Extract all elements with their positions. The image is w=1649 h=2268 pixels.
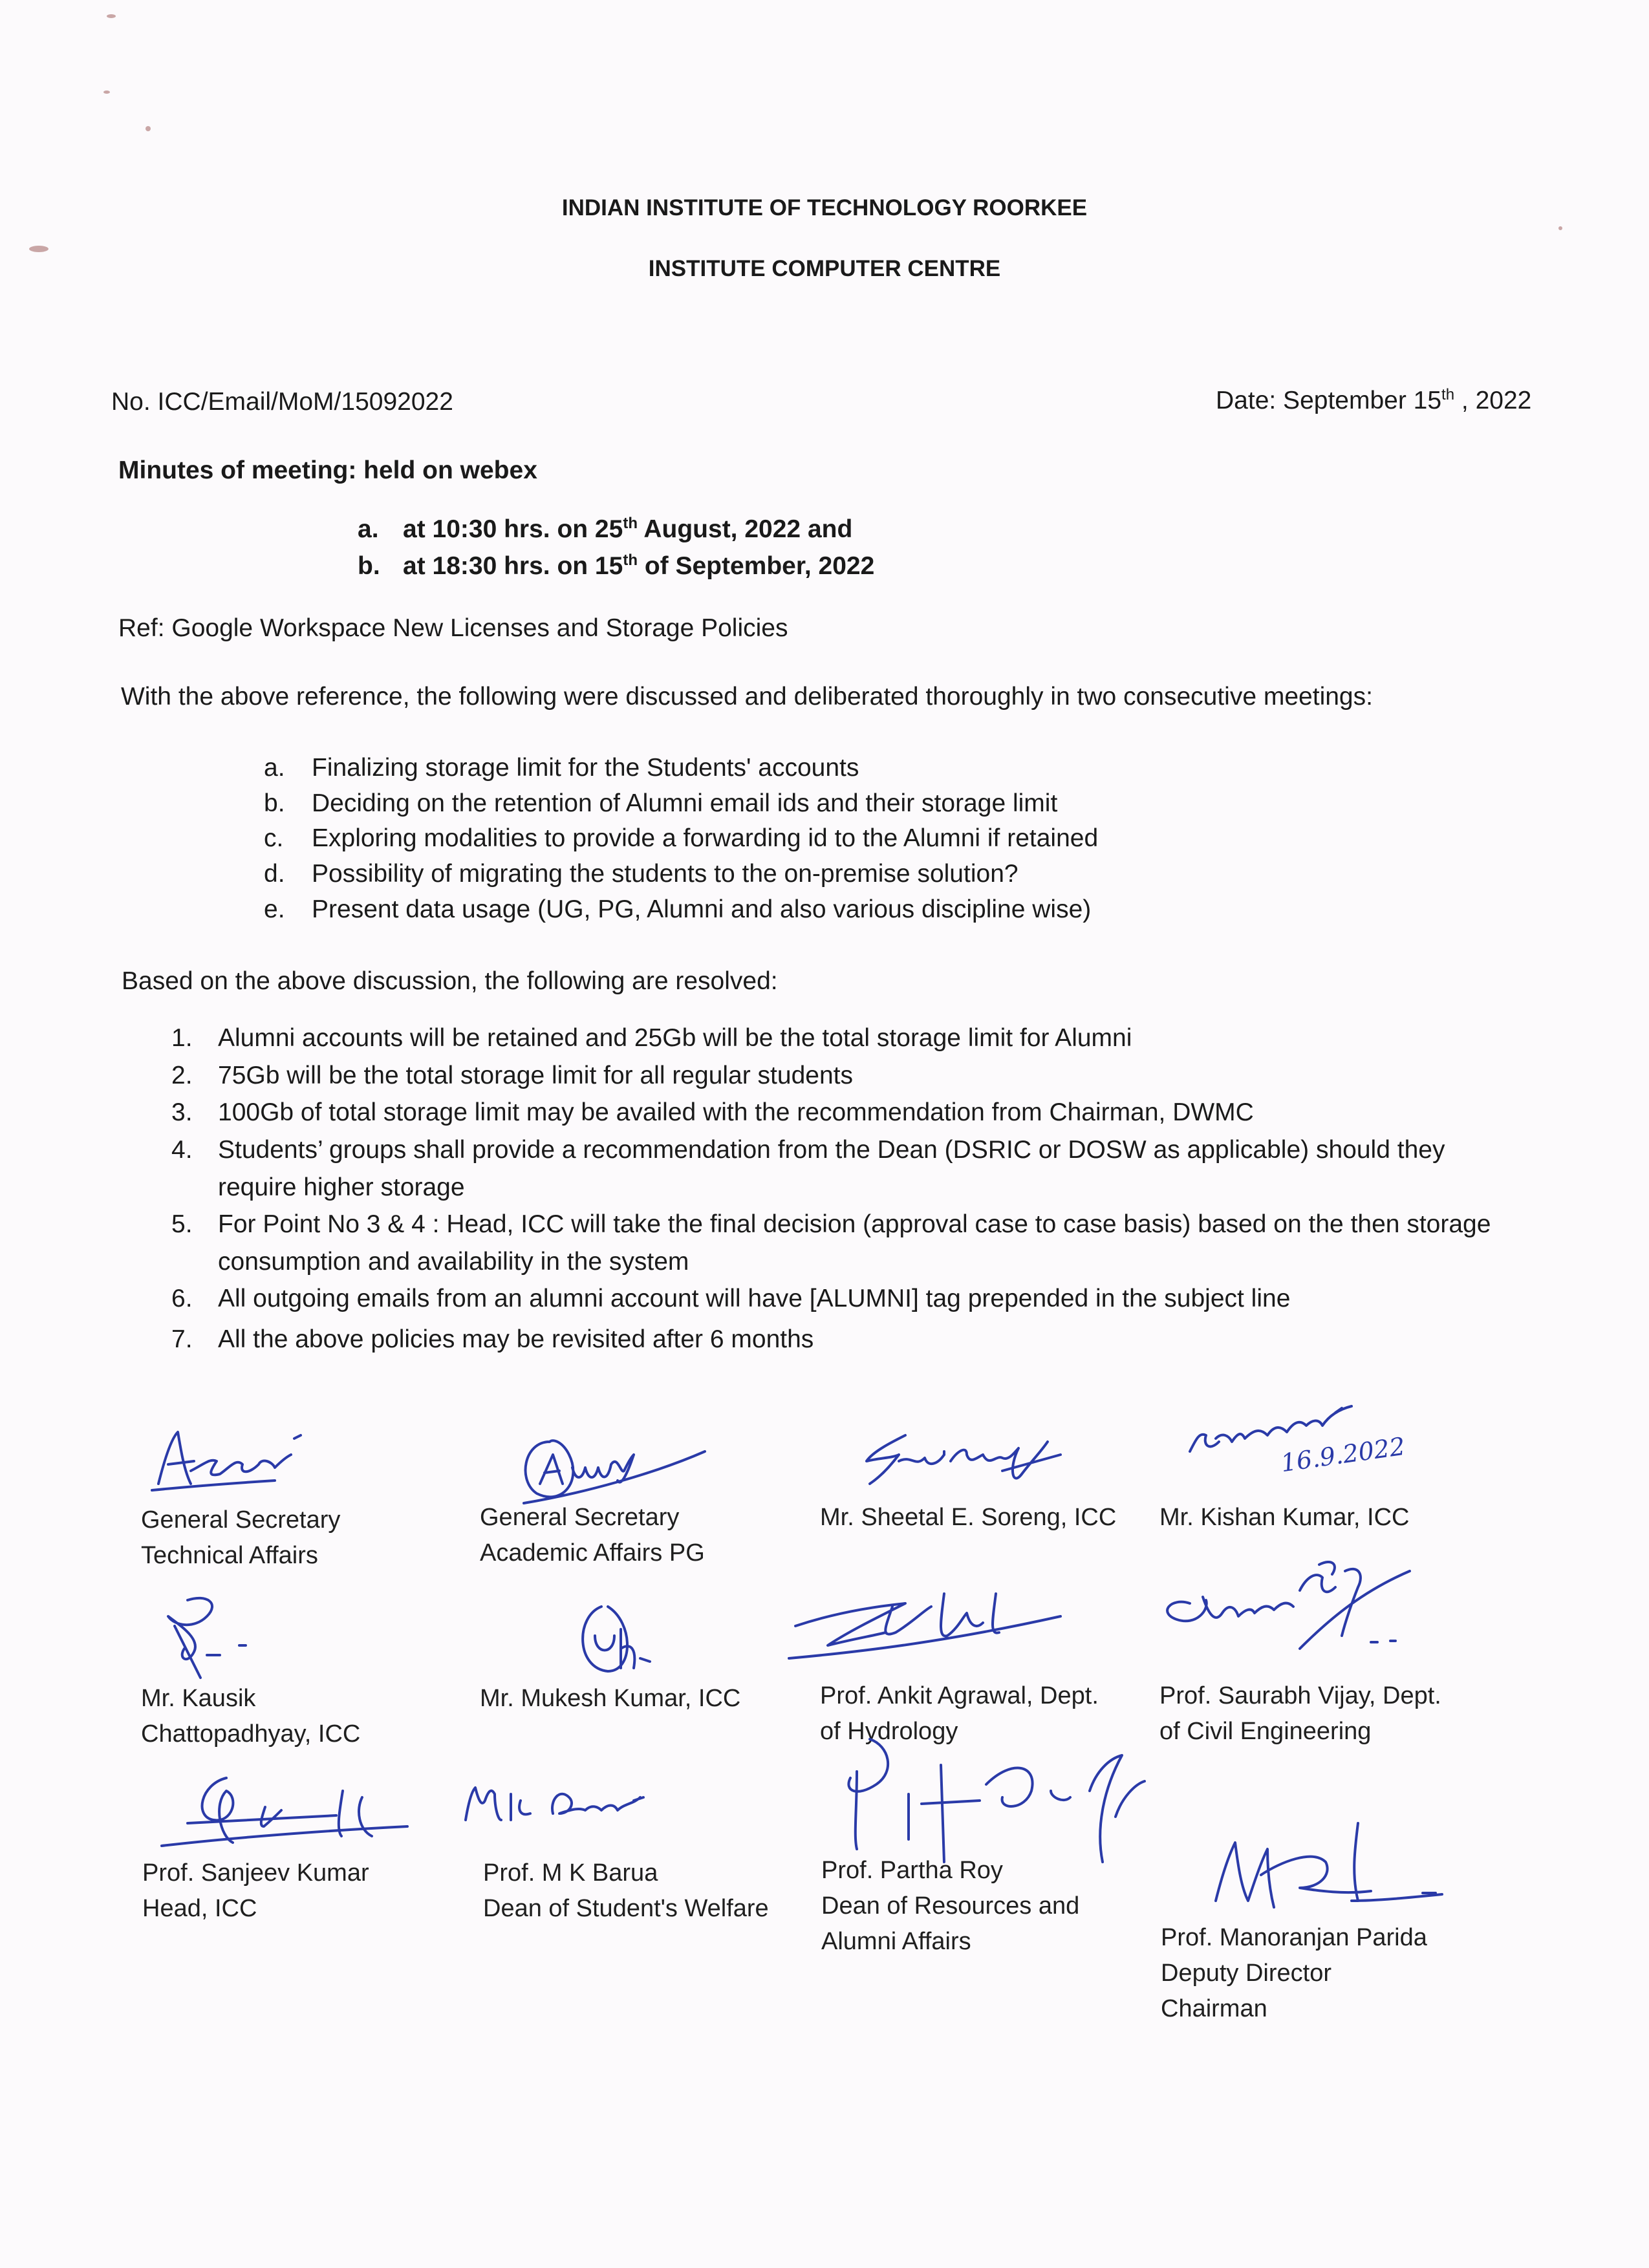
- signature-mukesh-kumar: [569, 1597, 673, 1694]
- signatory-ankit-agrawal: Prof. Ankit Agrawal, Dept. of Hydrology: [820, 1682, 1099, 1745]
- resolved-intro: Based on the above discussion, the following are resolved:: [122, 967, 778, 995]
- centre-name: INSTITUTE COMPUTER CENTRE: [648, 256, 1001, 281]
- scan-speck: [29, 246, 48, 252]
- ref-line: Ref: Google Workspace New Licenses and Storage Policies: [118, 614, 788, 642]
- scan-speck: [107, 14, 116, 18]
- signatory-kausik-chattopadhyay: Mr. Kausik Chattopadhyay, ICC: [141, 1685, 361, 1748]
- scan-speck: [1558, 226, 1562, 230]
- minutes-title: Minutes of meeting: held on webex: [118, 456, 537, 484]
- signatory-kishan-kumar: Mr. Kishan Kumar, ICC: [1159, 1504, 1410, 1531]
- signatory-general-secretary-technical: General Secretary Technical Affairs: [141, 1506, 341, 1569]
- signature-sheetal-soreng: [854, 1422, 1086, 1493]
- document-date: Date: September 15th , 2022: [1216, 386, 1532, 414]
- document-page: INDIAN INSTITUTE OF TECHNOLOGY ROORKEE INSTITUTE COMPUTER CENTRE No. ICC/Email/MoM/15092022 Date: September 15th , 2022 Minutes of meeting: held on webex a. at 10:30 hrs. on 25th August, 2022 and b. at 18:30 hrs. on 15th of September, 2022 Ref: Google Workspace New Licenses and Storage Policies With the above reference, the following were discussed and deliberated thoroughly in two consecutive meetings: a. Finalizing storage limit for the Students' accounts b. Deciding on the retention of Alumni email ids and their storage limit c. Exploring modalities to provide a forwarding id to the Alumni if retained d. Possibility of migrating the students to the on-premise solution? e. Present data usage (UG, PG, Alumni and also various discipline wise) Based on the above discussion, the following are resolved: 1. Alumni accounts will be retained and 25Gb will be the total storage limit for Alumni 2. 75Gb will be the total storage limit for all regular students 3. 100Gb of total storage limit may be availed with the recommendation from Chairman, DWMC 4. Students’ groups shall provide a recommendation from the Dean (DSRIC or DOSW as applicable) should they require higher storage 5. For Point No 3 & 4 : Head, ICC will take the final decision (approval case to case basis) based on the then storage consumption and availability in the system 6. All outgoing emails from an alumni account will have [ALUMNI] tag prepended in the subject line 7. All the above policies may be revisited after 6 months 16.9.2022 General Secretary Technical Affairs General Secretary Academic Affairs PG Mr. Sheetal E. Soreng, ICC Mr. Kishan Kumar, ICC Mr. Kausik Chattopadhyay, ICC Mr. Mukesh Kumar, ICC Prof. Ankit Agrawal, Dept. of Hydrology Prof. Saurabh Vijay, Dept. of Civil Engineering Prof. Sanjeev Kumar Head, ICC Prof. M K Barua Dean of Student's Welfare Prof. Partha Roy Dean of Resources and Alumni Affairs Prof. Manoranjan Parida Deputy Director Chairman: [0, 0, 1649, 2268]
- signatory-saurabh-vijay: Prof. Saurabh Vijay, Dept. of Civil Engineering: [1159, 1682, 1441, 1745]
- signatory-mk-barua: Prof. M K Barua Dean of Student's Welfare: [483, 1859, 769, 1922]
- institute-name: INDIAN INSTITUTE OF TECHNOLOGY ROORKEE: [561, 195, 1088, 220]
- reference-number: No. ICC/Email/MoM/15092022: [111, 388, 453, 416]
- signature-saurabh-vijay: [1138, 1552, 1423, 1668]
- signatory-partha-roy: Prof. Partha Roy Dean of Resources and Alumni Affairs: [821, 1857, 1080, 1955]
- signature-mk-barua: [456, 1775, 715, 1833]
- signature-sanjeev-kumar: [149, 1765, 414, 1856]
- signatory-manoranjan-parida: Prof. Manoranjan Parida Deputy Director Chairman: [1161, 1924, 1427, 2022]
- scan-speck: [103, 91, 110, 94]
- kishan-kumar-handwritten-date: 16.9.2022: [1278, 1431, 1407, 1478]
- scan-speck: [146, 126, 151, 131]
- signatory-sheetal-soreng: Mr. Sheetal E. Soreng, ICC: [820, 1504, 1117, 1531]
- signature-manoranjan-parida: [1203, 1810, 1461, 1927]
- signatory-mukesh-kumar: Mr. Mukesh Kumar, ICC: [480, 1685, 741, 1712]
- signatory-sanjeev-kumar: Prof. Sanjeev Kumar Head, ICC: [142, 1859, 369, 1922]
- signatory-general-secretary-academic: General Secretary Academic Affairs PG: [480, 1504, 705, 1567]
- intro-paragraph: With the above reference, the following were discussed and deliberated thoroughly in two consecutive meetings:: [121, 683, 1373, 711]
- signature-ankit-agrawal: [782, 1581, 1080, 1671]
- signature-general-secretary-technical: [146, 1419, 327, 1506]
